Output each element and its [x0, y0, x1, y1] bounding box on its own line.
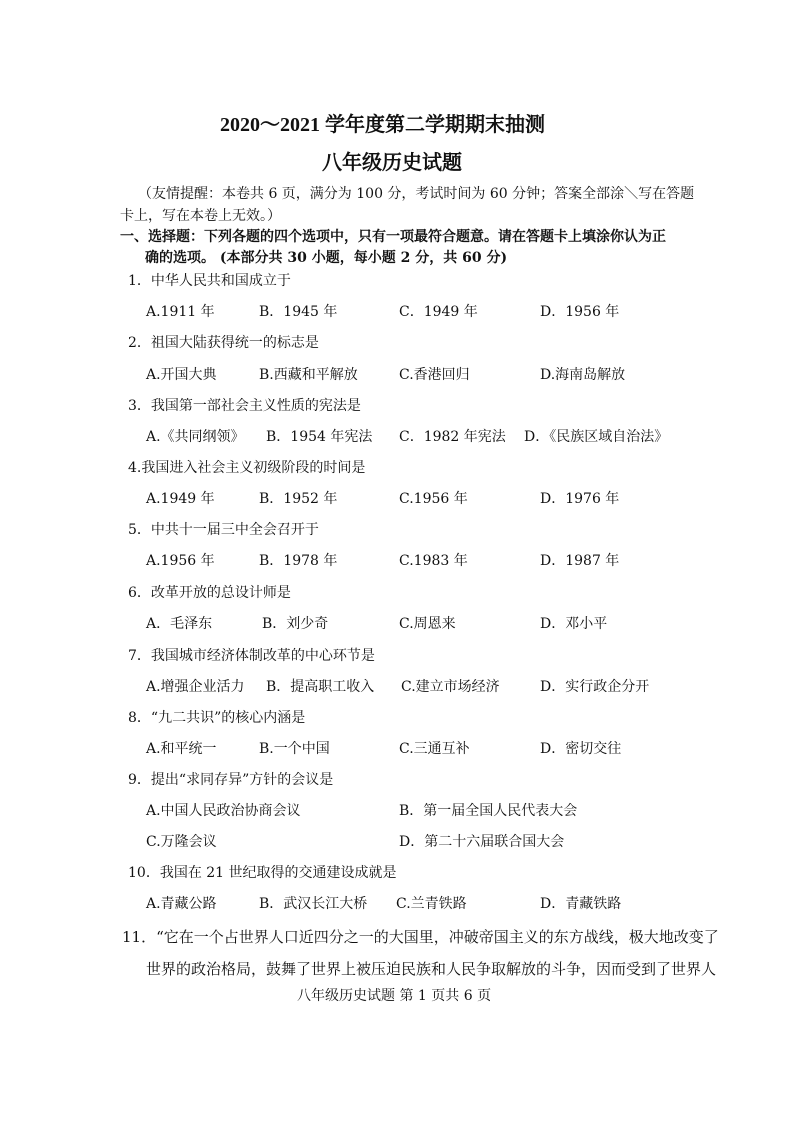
- question-8-option-b: B.一个中国: [259, 741, 330, 757]
- question-3-option-c: C．1982 年宪法: [399, 429, 506, 445]
- question-9-option-a: A.中国人民政治协商会议: [146, 803, 301, 819]
- page-subtitle: 八年级历史试题: [322, 152, 462, 174]
- notice-line-2: 卡上，写在本卷上无效。）: [120, 208, 281, 224]
- question-7-option-c: C.建立市场经济: [401, 679, 500, 695]
- question-7-option-a: A.增强企业活力: [146, 679, 245, 695]
- question-9-stem: 9．提出“求同存异”方针的会议是: [128, 772, 334, 788]
- question-5-option-d: D．1987 年: [540, 553, 620, 569]
- question-2-option-d: D.海南岛解放: [540, 367, 626, 383]
- question-2-option-a: A.开国大典: [146, 367, 217, 383]
- page-title: 2020～2021 学年度第二学期期末抽测: [220, 114, 545, 136]
- question-9-option-c: C.万隆会议: [146, 834, 217, 850]
- question-2-option-b: B.西藏和平解放: [259, 367, 358, 383]
- question-3-option-d: D．《民族区域自治法》: [524, 429, 669, 445]
- question-8-option-a: A.和平统一: [146, 741, 217, 757]
- question-5-option-c: C.1983 年: [399, 553, 468, 569]
- question-7-option-b: B．提高职工收入: [266, 679, 375, 695]
- question-3-option-b: B．1954 年宪法: [266, 429, 373, 445]
- question-1-option-d: D．1956 年: [540, 304, 620, 320]
- question-1-option-a: A.1911 年: [146, 304, 215, 320]
- notice-line-1: （友情提醒：本卷共 6 页，满分为 100 分，考试时间为 60 分钟；答案全部涂＼写在答题: [138, 186, 695, 202]
- question-4-option-d: D．1976 年: [540, 491, 620, 507]
- question-8-option-d: D．密切交往: [540, 741, 622, 757]
- question-11-stem: 11．“它在一个占世界人口近四分之一的大国里，冲破帝国主义的东方战线，极大地改变了: [122, 928, 719, 946]
- question-3-stem: 3．我国第一部社会主义性质的宪法是: [128, 398, 361, 414]
- question-8-stem: 8．“九二共识”的核心内涵是: [128, 710, 306, 726]
- question-2-option-c: C.香港回归: [399, 367, 470, 383]
- question-10-option-a: A.青藏公路: [146, 896, 217, 912]
- question-6-option-b: B．刘少奇: [262, 616, 329, 632]
- question-6-stem: 6．改革开放的总设计师是: [128, 585, 291, 601]
- question-10-option-b: B．武汉长江大桥: [259, 896, 368, 912]
- question-7-stem: 7．我国城市经济体制改革的中心环节是: [128, 648, 375, 664]
- question-10-option-d: D．青藏铁路: [540, 896, 622, 912]
- question-4-option-c: C.1956 年: [399, 491, 468, 507]
- question-5-stem: 5．中共十一届三中全会召开于: [128, 522, 319, 538]
- question-5-option-b: B．1978 年: [259, 553, 338, 569]
- question-1-option-b: B．1945 年: [259, 304, 338, 320]
- question-1-stem: 1．中华人民共和国成立于: [128, 273, 291, 289]
- question-3-option-a: A.《共同纲领》: [146, 429, 245, 445]
- question-10-option-c: C.兰青铁路: [396, 896, 467, 912]
- question-7-option-d: D．实行政企分开: [540, 679, 650, 695]
- question-9-option-b: B．第一届全国人民代表大会: [399, 803, 578, 819]
- question-4-stem: 4.我国进入社会主义初级阶段的时间是: [128, 460, 366, 476]
- question-4-option-a: A.1949 年: [146, 491, 215, 507]
- question-10-stem: 10．我国在 21 世纪取得的交通建设成就是: [128, 865, 397, 881]
- question-8-option-c: C.三通互补: [399, 741, 470, 757]
- question-6-option-c: C.周恩来: [399, 616, 456, 632]
- question-9-option-d: D．第二十六届联合国大会: [399, 834, 565, 850]
- page-footer: 八年级历史试题 第 1 页共 6 页: [297, 988, 492, 1004]
- section-heading-line-2: 确的选项。 (本部分共 30 小题，每小题 2 分，共 60 分): [145, 250, 508, 266]
- question-11-continuation: 世界的政治格局，鼓舞了世界上被压迫民族和人民争取解放的斗争，因而受到了世界人: [146, 960, 717, 978]
- question-6-option-a: A．毛泽东: [146, 616, 213, 632]
- question-2-stem: 2．祖国大陆获得统一的标志是: [128, 335, 319, 351]
- section-heading-line-1: 一、选择题：下列各题的四个选项中，只有一项最符合题意。请在答题卡上填涂你认为正: [120, 229, 666, 245]
- question-6-option-d: D．邓小平: [540, 616, 608, 632]
- question-4-option-b: B．1952 年: [259, 491, 338, 507]
- question-1-option-c: C．1949 年: [399, 304, 478, 320]
- question-5-option-a: A.1956 年: [146, 553, 215, 569]
